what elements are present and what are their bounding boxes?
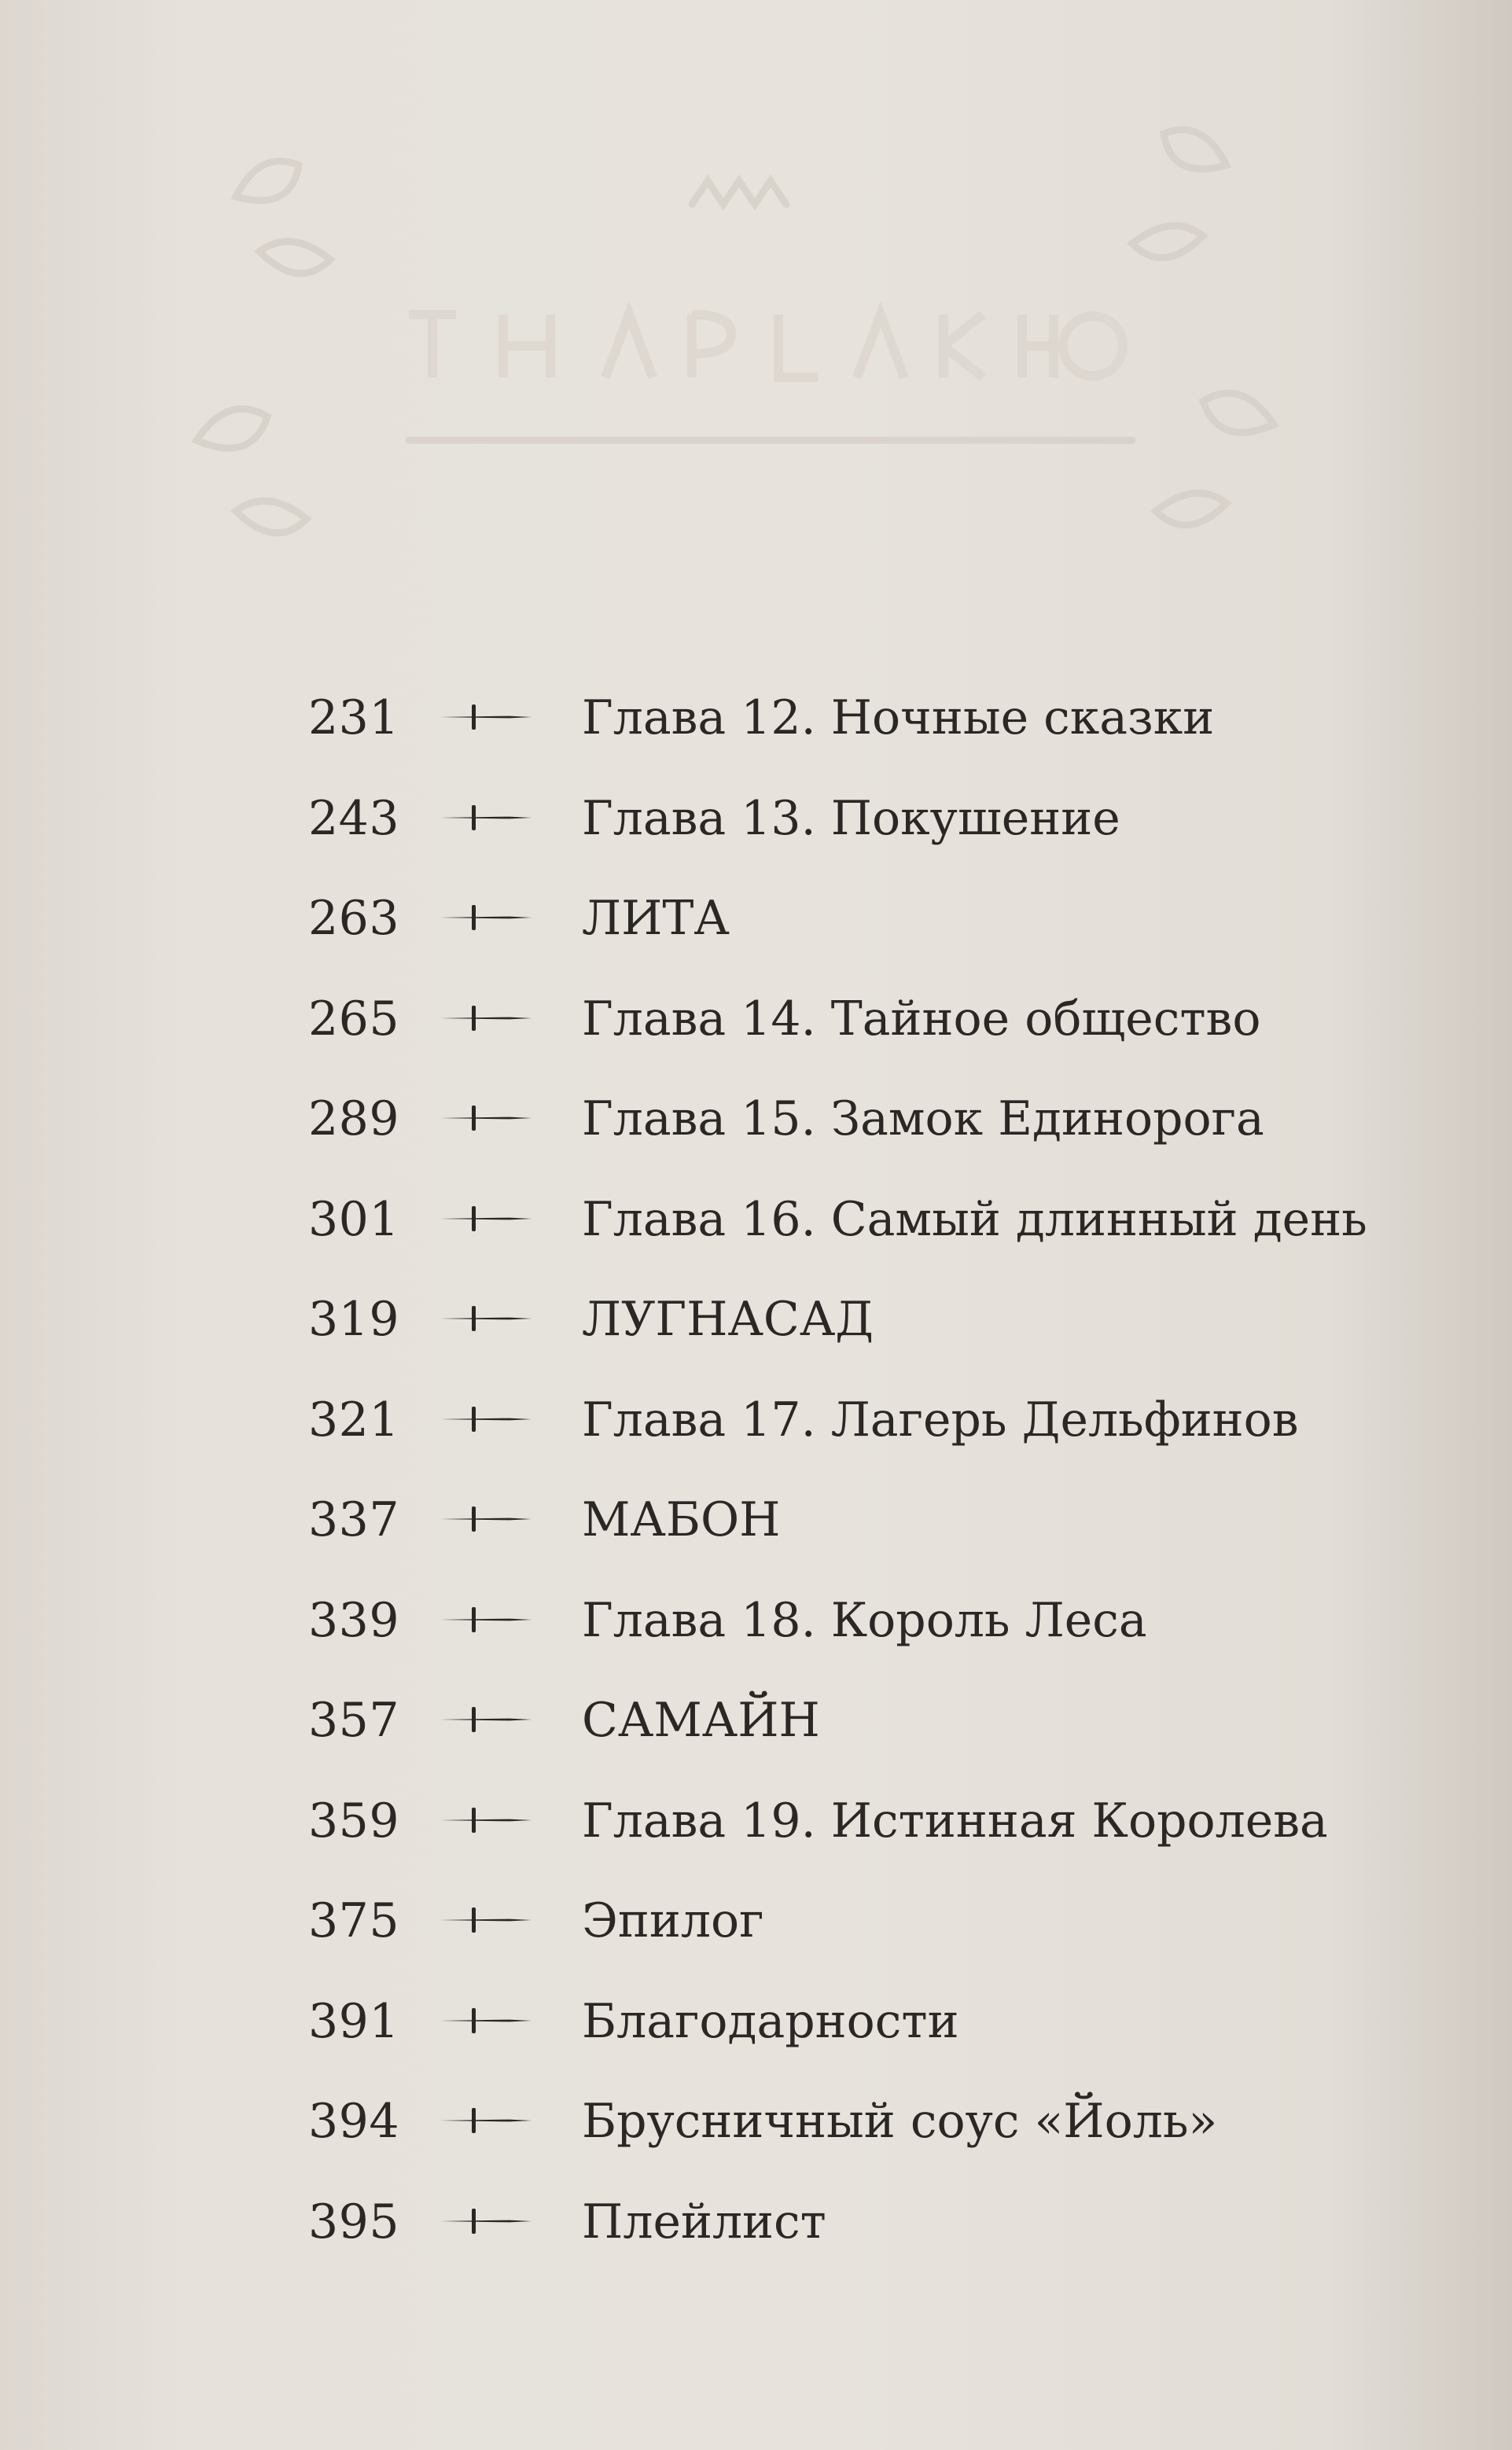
chapter-title: Благодарности [582,1993,959,2049]
dagger-icon [440,2106,532,2135]
toc-row [0,875,1512,976]
page-number: 289 [308,1091,400,1146]
chapter-title: Глава 15. Замок Единорога [582,1091,1264,1146]
dagger-icon [440,1205,532,1233]
dagger-icon [440,1104,532,1132]
chapter-title: ЛИТА [582,891,730,946]
toc-row [0,1377,1512,1477]
chapter-title: Брусничный соус «Йоль» [582,2094,1218,2149]
chapter-title: МАБОН [582,1492,781,1547]
bleed-through-ornament [0,0,1512,629]
page-number: 375 [308,1893,400,1948]
chapter-title: ЛУГНАСАД [582,1292,874,1347]
dagger-icon [440,1304,532,1333]
page-number: 339 [308,1592,400,1648]
chapter-title: САМАЙН [582,1693,820,1748]
toc-row [0,1477,1512,1577]
dagger-icon [440,1606,532,1634]
dagger-icon [440,1004,532,1032]
toc-row [0,1276,1512,1377]
toc-row [0,1878,1512,1978]
dagger-icon [440,1705,532,1734]
toc-row [0,1677,1512,1778]
page-number: 243 [308,790,400,846]
page-number: 359 [308,1793,400,1849]
table-of-contents [0,675,1512,2279]
dagger-icon [440,2007,532,2035]
toc-row [0,675,1512,775]
page-number: 301 [308,1191,400,1247]
chapter-title: Глава 17. Лагерь Дельфинов [582,1392,1299,1448]
chapter-title: Глава 16. Самый длинный день [582,1191,1367,1247]
toc-row [0,1978,1512,2079]
dagger-icon [440,1405,532,1433]
page-number: 395 [308,2194,400,2250]
chapter-title: Эпилог [582,1893,764,1948]
dagger-icon [440,804,532,832]
page-number: 263 [308,891,400,946]
dagger-icon [440,903,532,932]
toc-row [0,1778,1512,1878]
page-number: 357 [308,1693,400,1748]
page-number: 394 [308,2094,400,2149]
toc-row [0,1176,1512,1277]
chapter-title: Глава 18. Король Леса [582,1592,1147,1648]
chapter-title: Плейлист [582,2194,826,2250]
page-number: 337 [308,1492,400,1547]
chapter-title: Глава 19. Истинная Королева [582,1793,1328,1849]
dagger-icon [440,1505,532,1533]
toc-row [0,1076,1512,1176]
chapter-title: Глава 12. Ночные сказки [582,690,1215,745]
page-number: 265 [308,991,400,1047]
dagger-icon [440,703,532,731]
dagger-icon [440,1906,532,1934]
toc-row [0,775,1512,876]
toc-row [0,976,1512,1076]
toc-row [0,2179,1512,2279]
toc-row [0,1577,1512,1678]
chapter-title: Глава 13. Покушение [582,790,1120,846]
chapter-title: Глава 14. Тайное общество [582,991,1261,1047]
toc-row [0,2078,1512,2179]
dagger-icon [440,1806,532,1834]
dagger-icon [440,2207,532,2235]
page-number: 391 [308,1993,400,2049]
page-number: 321 [308,1392,400,1448]
page-number: 231 [308,690,400,745]
page-number: 319 [308,1292,400,1347]
